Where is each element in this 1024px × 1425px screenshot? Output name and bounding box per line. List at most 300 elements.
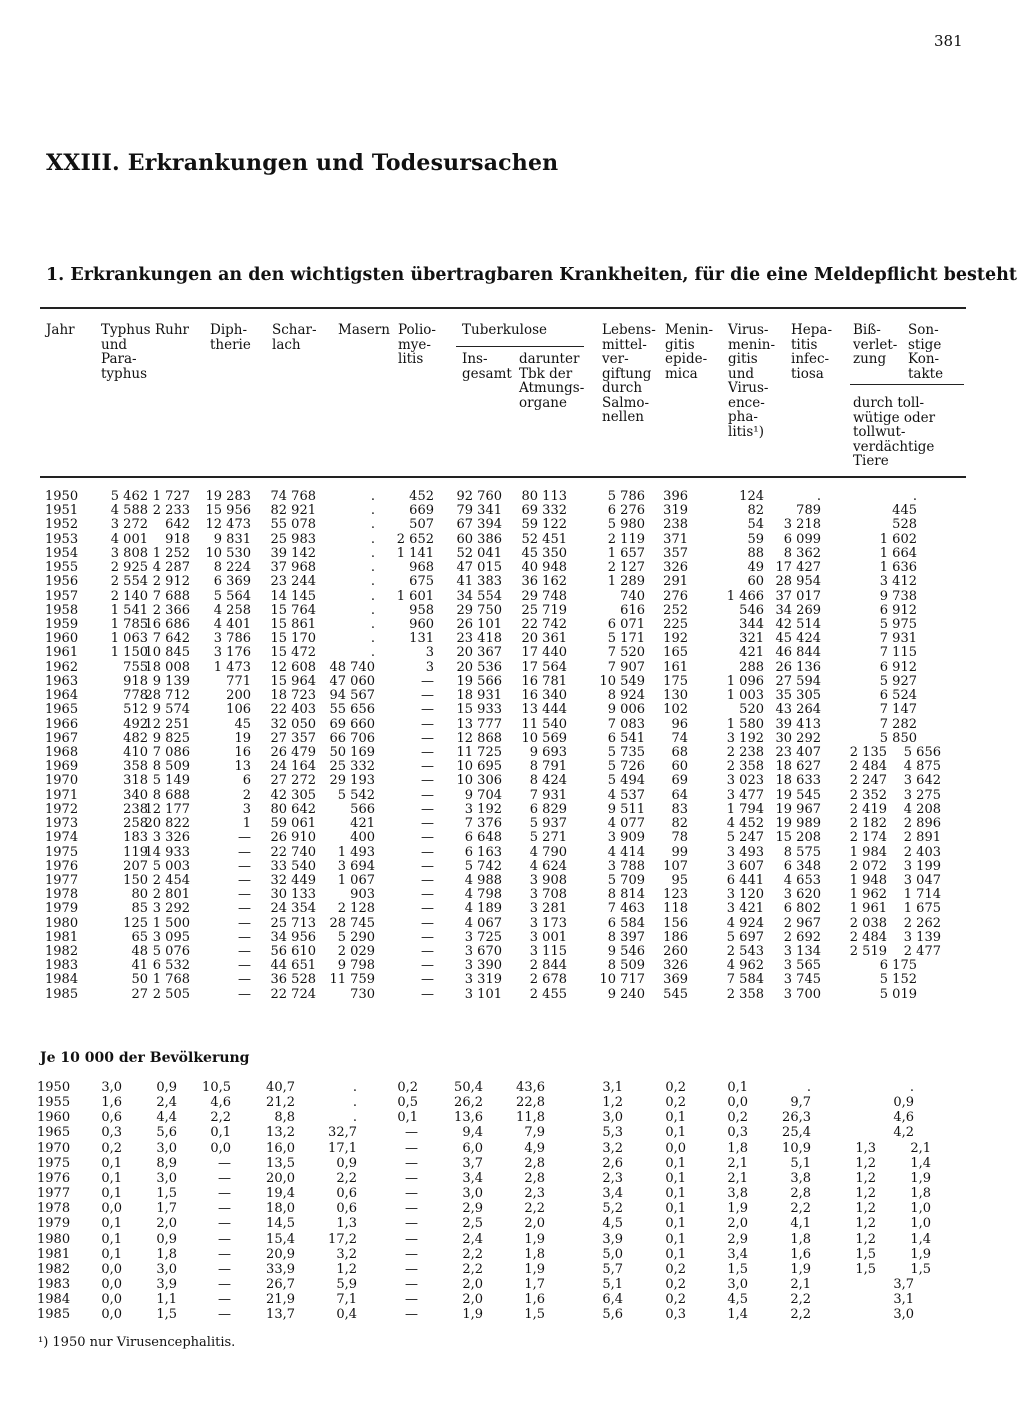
table-cell: 80 113 (521, 489, 567, 504)
table-cell: 7 147 (879, 702, 917, 718)
table-cell: 60 386 (456, 531, 502, 547)
table-cell: 3,2 (602, 1140, 623, 1156)
table-cell: 3 001 (529, 929, 567, 945)
table-cell: 0,9 (156, 1231, 177, 1247)
table-cell: 82 (747, 503, 764, 519)
table-cell: 2,5 (462, 1216, 483, 1232)
table-cell: 0,0 (101, 1276, 122, 1292)
table-cell: 19 967 (775, 801, 821, 817)
table-cell-year: 1978 (37, 1201, 71, 1217)
table-cell: 3 (242, 801, 251, 817)
table-cell: 318 (123, 773, 148, 789)
table-cell: 18 723 (270, 688, 316, 704)
table-cell: 1 948 (849, 872, 887, 888)
table-cell: 5 742 (464, 858, 502, 874)
table-cell: 42 305 (270, 787, 316, 803)
table-cell: 54 (747, 517, 764, 533)
table-cell-year: 1960 (45, 631, 79, 647)
table-cell: . (370, 645, 375, 661)
table-cell-year: 1958 (45, 602, 79, 618)
table-cell: 0,1 (665, 1125, 686, 1141)
table-cell: 8 224 (213, 560, 251, 576)
table-cell-year: 1963 (45, 673, 79, 689)
table-cell: 3,7 (893, 1276, 914, 1292)
table-cell: 0,0 (210, 1140, 231, 1156)
table-cell: — (405, 1276, 418, 1292)
header-masern: Masern (338, 322, 390, 338)
table-cell: 0,1 (397, 1110, 418, 1126)
header-scharlach: Schar- lach (272, 322, 317, 353)
table-cell: 22,8 (516, 1095, 545, 1111)
table-cell: 96 (671, 716, 688, 732)
table-cell: 3,0 (156, 1170, 177, 1186)
table-cell: 7 584 (726, 972, 764, 988)
table-cell: 6 802 (783, 901, 821, 917)
table-cell: — (405, 1292, 418, 1308)
header-durch-tiere: durch toll- wütige oder tollwut- verdächtige Tiere (853, 395, 936, 469)
table-cell: 15 170 (270, 631, 316, 647)
table-cell: 23 418 (456, 631, 502, 647)
table-cell: 5 494 (607, 773, 645, 789)
table-cell: 7 688 (152, 588, 190, 604)
table-cell: 3 047 (903, 872, 941, 888)
table-cell: 3,9 (156, 1276, 177, 1292)
table-cell: 6 584 (607, 915, 645, 931)
table-cell: 60 (671, 759, 688, 775)
table-cell: 5 726 (607, 759, 645, 775)
table-cell: 14 145 (270, 588, 316, 604)
table-cell: 225 (663, 616, 688, 632)
header-tuberkulose: Tuberkulose (462, 322, 548, 338)
table-cell: 6 071 (607, 616, 645, 632)
table-cell: 37 017 (775, 588, 821, 604)
table-cell: 6 348 (783, 858, 821, 874)
table-cell: 19 545 (775, 787, 821, 803)
table-cell-year: 1982 (37, 1261, 71, 1277)
table-cell: 94 567 (329, 688, 375, 704)
table-cell-year: 1982 (45, 944, 79, 960)
table-cell: 6 648 (464, 830, 502, 846)
table-cell: 6 369 (213, 574, 251, 590)
table-cell: — (421, 944, 434, 960)
table-cell: 1,9 (790, 1261, 811, 1277)
table-cell: 39 413 (775, 716, 821, 732)
table-cell: 1 714 (903, 887, 941, 903)
table-cell: 28 712 (144, 688, 190, 704)
table-cell: 4 258 (213, 602, 251, 618)
table-cell: 1,5 (910, 1261, 931, 1277)
table-cell: 3,8 (727, 1186, 748, 1202)
table-cell: 13 (234, 759, 251, 775)
table-cell: 29 750 (456, 602, 502, 618)
table-cell: 1,9 (910, 1246, 931, 1262)
table-cell: 17 440 (521, 645, 567, 661)
table-cell: — (405, 1186, 418, 1202)
table-cell: 0,1 (665, 1186, 686, 1202)
table-cell: 186 (663, 929, 688, 945)
table-cell: 1,2 (855, 1201, 876, 1217)
table-cell: 3 390 (464, 958, 502, 974)
table-cell: 3,0 (727, 1276, 748, 1292)
table-cell: 3 (425, 645, 434, 661)
table-cell: 175 (663, 673, 688, 689)
table-cell: 37 968 (270, 560, 316, 576)
table-cell: 492 (123, 716, 148, 732)
table-cell: 5,6 (156, 1125, 177, 1141)
page-number: 381 (934, 32, 963, 50)
table-cell: — (421, 844, 434, 860)
table-cell-year: 1980 (45, 915, 79, 931)
table-cell: . (352, 1080, 357, 1095)
table-cell: — (218, 1201, 231, 1217)
table-cell: 6,4 (602, 1292, 623, 1308)
table-cell: 1,8 (910, 1186, 931, 1202)
table-cell: 5 019 (879, 986, 917, 1002)
header-virus: Virus- menin- gitis und Virus- ence- pha- litis¹) (728, 322, 776, 440)
table-cell: 3 275 (903, 787, 941, 803)
table-cell: 5 076 (152, 944, 190, 960)
table-cell: 66 706 (329, 730, 375, 746)
table-cell: 0,3 (101, 1125, 122, 1141)
table-cell: 33 540 (270, 858, 316, 874)
table-cell: 1,2 (336, 1261, 357, 1277)
table-cell: 102 (663, 702, 688, 718)
table-cell: 4 875 (903, 759, 941, 775)
table-cell: 20 822 (144, 816, 190, 832)
table-cell: 18 931 (456, 688, 502, 704)
table-cell-year: 1977 (37, 1186, 71, 1202)
table-cell: 1,0 (910, 1201, 931, 1217)
table-cell: 26 910 (270, 830, 316, 846)
table-cell: — (238, 844, 251, 860)
table-cell: 9 693 (529, 744, 567, 760)
table-cell: 2 678 (529, 972, 567, 988)
table-cell: 1 063 (110, 631, 148, 647)
table-cell: 24 354 (270, 901, 316, 917)
table-cell: 4 001 (110, 531, 148, 547)
table-cell: 3 115 (529, 944, 567, 960)
table-cell: 2,0 (156, 1216, 177, 1232)
table-cell: 9 546 (607, 944, 645, 960)
table-cell: 3 694 (337, 858, 375, 874)
table-cell: 18 008 (144, 659, 190, 675)
table-cell: 1 961 (849, 901, 887, 917)
table-cell-year: 1951 (45, 503, 79, 519)
table-cell: 2 358 (726, 759, 764, 775)
table-cell: 344 (739, 616, 764, 632)
table-cell: . (370, 560, 375, 576)
table-cell: 1 675 (903, 901, 941, 917)
table-cell: 8 924 (607, 688, 645, 704)
table-cell: 3 139 (903, 929, 941, 945)
table-cell: 4 588 (110, 503, 148, 519)
table-cell: 1,2 (855, 1155, 876, 1171)
table-cell: 3,7 (462, 1155, 483, 1171)
table-cell: 3 176 (213, 645, 251, 661)
table-cell: 2 419 (849, 801, 887, 817)
table-cell: 3 708 (529, 887, 567, 903)
table-cell: 2,2 (790, 1307, 811, 1323)
table-cell: 3 101 (464, 986, 502, 1002)
table-cell: 7 520 (607, 645, 645, 661)
tollwut-rule (850, 384, 964, 385)
table-cell: 1 580 (726, 716, 764, 732)
table-cell: 200 (226, 688, 251, 704)
table-cell: 5 149 (152, 773, 190, 789)
table-cell: 507 (409, 517, 434, 533)
table-cell: 0,1 (101, 1186, 122, 1202)
table-cell: 8 575 (783, 844, 821, 860)
table-cell: 421 (739, 645, 764, 661)
table-cell: 10 695 (456, 759, 502, 775)
table-cell: 0,0 (101, 1307, 122, 1323)
table-cell: 445 (892, 503, 917, 519)
table-cell: 24 164 (270, 759, 316, 775)
table-cell: 0,1 (101, 1155, 122, 1171)
table-cell: 65 (131, 929, 148, 945)
table-cell: 1,9 (462, 1307, 483, 1323)
table-cell-year: 1960 (37, 1110, 71, 1126)
table-cell: 3 218 (783, 517, 821, 533)
table-cell: 9,4 (462, 1125, 483, 1141)
table-cell: 3 319 (464, 972, 502, 988)
table-cell: 124 (739, 489, 764, 504)
table-cell: 4 077 (607, 816, 645, 832)
table-cell: 4,5 (602, 1216, 623, 1232)
table-cell: 47 060 (329, 673, 375, 689)
table-cell: 0,2 (665, 1080, 686, 1095)
table-cell: 68 (671, 744, 688, 760)
table-cell: 0,2 (665, 1276, 686, 1292)
table-cell: 1,9 (727, 1201, 748, 1217)
table-cell: 23 244 (270, 574, 316, 590)
header-lebensmittel: Lebens- mittel- ver- giftung durch Salmo- nellen (602, 322, 656, 425)
header-biss: Biß- verlet- zung (853, 322, 898, 367)
table-cell: 8 688 (152, 787, 190, 803)
table-cell: 2,1 (910, 1140, 931, 1156)
table-cell: 7,1 (336, 1292, 357, 1308)
table-cell: 2 127 (607, 560, 645, 576)
table-cell: 5 786 (607, 489, 645, 504)
header-jahr: Jahr (46, 322, 75, 338)
table-cell: 19 566 (456, 673, 502, 689)
table-cell: 5 542 (337, 787, 375, 803)
table-cell: 40 948 (521, 560, 567, 576)
table-cell: 59 122 (521, 517, 567, 533)
table-cell: 7 931 (879, 631, 917, 647)
table-cell: 4,6 (893, 1110, 914, 1126)
table-cell: 69 660 (329, 716, 375, 732)
table-cell: 11 540 (521, 716, 567, 732)
table-cell-year: 1975 (45, 844, 79, 860)
table-cell: 25,4 (782, 1125, 811, 1141)
table-cell-year: 1954 (45, 545, 79, 561)
table-cell: . (352, 1110, 357, 1126)
table-cell: 9 825 (152, 730, 190, 746)
table-cell: 3 670 (464, 944, 502, 960)
table-cell: 7 282 (879, 716, 917, 732)
table-cell: 9 704 (464, 787, 502, 803)
table-cell: 288 (739, 659, 764, 675)
table-cell: 6,0 (462, 1140, 483, 1156)
table-cell: . (816, 489, 821, 504)
table-cell: 6 163 (464, 844, 502, 860)
table-cell: 5 735 (607, 744, 645, 760)
table-cell: . (370, 588, 375, 604)
table-cell: 9,7 (790, 1095, 811, 1111)
table-cell: 2 072 (849, 858, 887, 874)
header-tbk-atmung: darunter Tbk der Atmungs- organe (519, 351, 585, 411)
table-cell-year: 1950 (45, 489, 79, 504)
table-cell: 64 (671, 787, 688, 803)
table-cell: 1,5 (156, 1186, 177, 1202)
table-cell: 0,1 (101, 1170, 122, 1186)
table-cell: 5 003 (152, 858, 190, 874)
table-cell-year: 1950 (37, 1080, 71, 1095)
table-cell: 958 (409, 602, 434, 618)
table-cell: 39 142 (270, 545, 316, 561)
table-cell: 642 (165, 517, 190, 533)
table-cell-year: 1955 (45, 560, 79, 576)
table-cell: — (421, 858, 434, 874)
table-cell: 25 983 (270, 531, 316, 547)
table-cell: 18 633 (775, 773, 821, 789)
table-cell: 4,5 (727, 1292, 748, 1308)
table-cell-year: 1975 (37, 1155, 71, 1171)
table-cell: 45 (234, 716, 251, 732)
table-cell: 3 786 (213, 631, 251, 647)
table-cell: 358 (123, 759, 148, 775)
table-cell: 1,5 (727, 1261, 748, 1277)
table-cell: 8 362 (783, 545, 821, 561)
table-cell: 4 537 (607, 787, 645, 803)
table-cell: 32 449 (270, 872, 316, 888)
table-cell: 9 139 (152, 673, 190, 689)
table-cell: 3 281 (529, 901, 567, 917)
table-cell: — (218, 1276, 231, 1292)
table-cell: 18,0 (266, 1201, 295, 1217)
table-cell: 2 358 (726, 986, 764, 1002)
table-cell-year: 1973 (45, 816, 79, 832)
table-cell: 42 514 (775, 616, 821, 632)
table-cell: 3 620 (783, 887, 821, 903)
table-cell: — (405, 1201, 418, 1217)
table-cell: 2,8 (790, 1186, 811, 1202)
table-cell: 3 493 (726, 844, 764, 860)
table-cell: 74 (671, 730, 688, 746)
table-cell: 8 814 (607, 887, 645, 903)
table-cell: 118 (663, 901, 688, 917)
table-cell: 3 023 (726, 773, 764, 789)
table-cell: — (218, 1186, 231, 1202)
table-cell: — (421, 744, 434, 760)
table-cell: 5,6 (602, 1307, 623, 1323)
table-cell: 0,1 (101, 1216, 122, 1232)
table-cell: 161 (663, 659, 688, 675)
table-cell: 27 (131, 986, 148, 1002)
table-cell: 1 601 (396, 588, 434, 604)
table-cell: 123 (663, 887, 688, 903)
table-cell: 18 627 (775, 759, 821, 775)
table-cell-year: 1976 (37, 1170, 71, 1186)
per-10000-heading: Je 10 000 der Bevölkerung (40, 1050, 250, 1066)
table-cell: 11 759 (329, 972, 375, 988)
table-cell: 5 850 (879, 730, 917, 746)
table-cell: 2 455 (529, 986, 567, 1002)
table-cell: . (370, 545, 375, 561)
table-cell: 26 136 (775, 659, 821, 675)
table-cell: 20 536 (456, 659, 502, 675)
table-cell: 0,2 (665, 1292, 686, 1308)
table-cell: 6 441 (726, 872, 764, 888)
table-cell: — (421, 872, 434, 888)
table-cell: 0,1 (665, 1201, 686, 1217)
table-cell: 3,4 (727, 1246, 748, 1262)
table-cell: 238 (663, 517, 688, 533)
table-cell: 1 602 (879, 531, 917, 547)
table-cell: 22 403 (270, 702, 316, 718)
table-cell: 20,9 (266, 1246, 295, 1262)
table-cell: 0,2 (665, 1095, 686, 1111)
table-cell: 3 788 (607, 858, 645, 874)
table-cell: — (405, 1170, 418, 1186)
table-cell: 17,1 (328, 1140, 357, 1156)
table-cell: . (912, 489, 917, 504)
table-cell: 15 933 (456, 702, 502, 718)
table-cell: — (405, 1216, 418, 1232)
table-cell: 29 193 (329, 773, 375, 789)
table-cell: 2,8 (524, 1155, 545, 1171)
table-cell: 396 (663, 489, 688, 504)
table-cell-year: 1971 (45, 787, 79, 803)
table-cell: 13,2 (266, 1125, 295, 1141)
table-cell-year: 1970 (37, 1140, 71, 1156)
table-cell: 10 717 (599, 972, 645, 988)
table-cell: 19 283 (205, 489, 251, 504)
table-cell: 2,0 (727, 1216, 748, 1232)
table-cell: 6 175 (879, 958, 917, 974)
table-cell: 26 479 (270, 744, 316, 760)
table-cell: 8,9 (156, 1155, 177, 1171)
table-cell: 9 511 (607, 801, 645, 817)
table-cell: 2,2 (524, 1201, 545, 1217)
table-cell: — (421, 702, 434, 718)
table-cell: 2,2 (210, 1110, 231, 1126)
table-cell: — (421, 986, 434, 1002)
table-cell: 25 332 (329, 759, 375, 775)
table-cell: 238 (123, 801, 148, 817)
table-cell: 2 543 (726, 944, 764, 960)
table-cell: 52 041 (456, 545, 502, 561)
table-cell: 4 798 (464, 887, 502, 903)
table-cell: 1 962 (849, 887, 887, 903)
table-cell: 3,0 (602, 1110, 623, 1126)
table-cell-year: 1955 (37, 1095, 71, 1111)
table-cell: 20,0 (266, 1170, 295, 1186)
table-cell: 3 192 (726, 730, 764, 746)
table-cell: 4 452 (726, 816, 764, 832)
table-cell-year: 1985 (37, 1307, 71, 1323)
table-cell: 14,5 (266, 1216, 295, 1232)
table-cell: 0,0 (101, 1261, 122, 1277)
table-cell: 4,2 (893, 1125, 914, 1141)
table-cell: 21,9 (266, 1292, 295, 1308)
table-cell: 50,4 (454, 1080, 483, 1095)
table-cell: 27 272 (270, 773, 316, 789)
table-cell: 2,9 (727, 1231, 748, 1247)
table-cell-year: 1979 (37, 1216, 71, 1232)
table-cell: 1,4 (910, 1155, 931, 1171)
